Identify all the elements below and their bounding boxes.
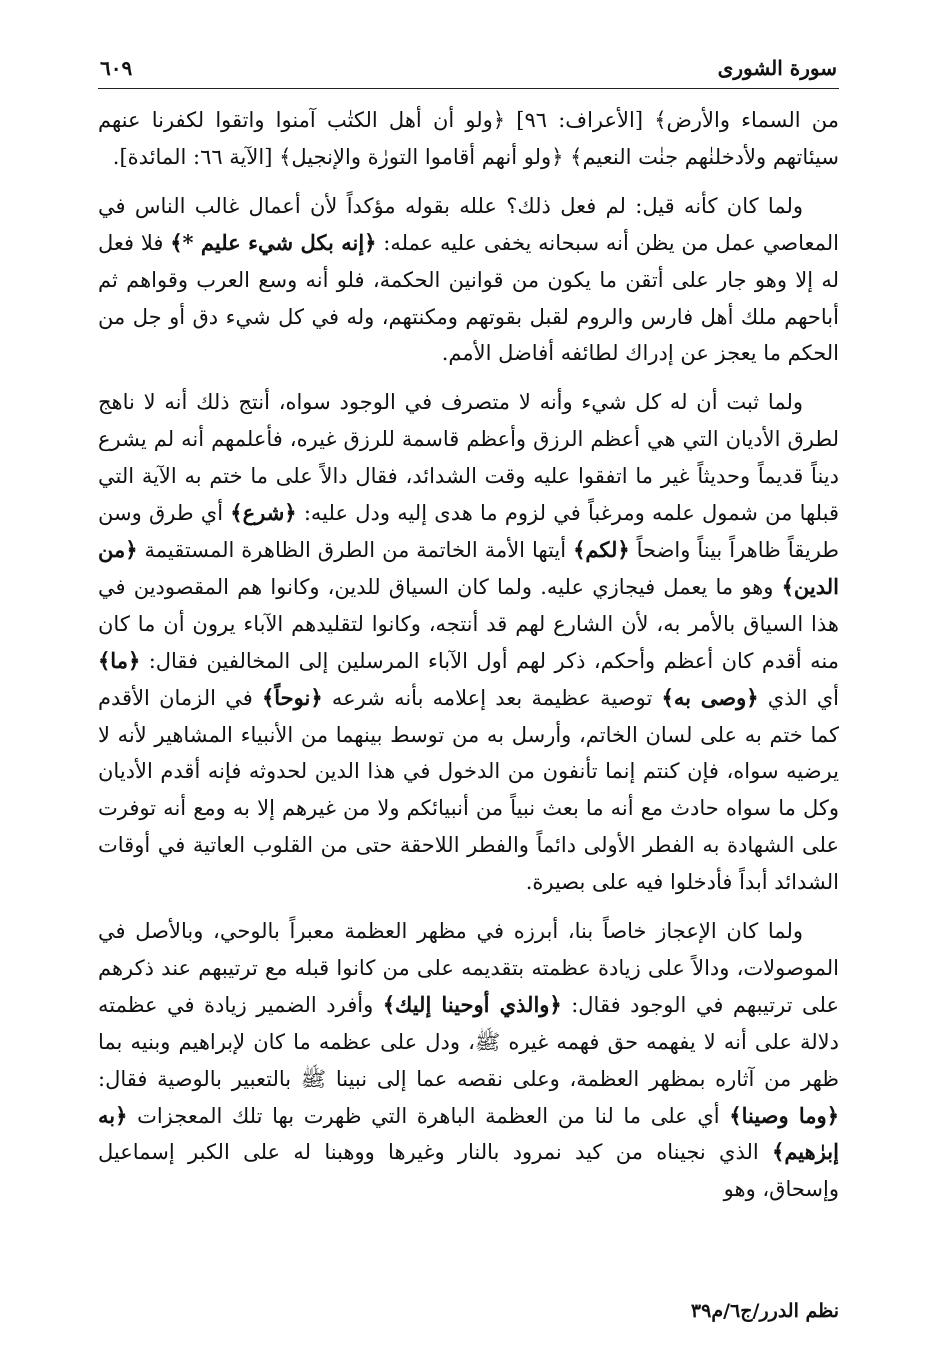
text-run: وأفرد الضمير زيادة في عظمته دلالة على أنه لا يفهمه حق فهمه غيره ﷺ، ودل على عظمه ما كان لإبراهيم وبنيه بما ظهر من آثاره بمظهر العظمة، وعلى نقصه عما إلى نبينا ﷺ بالتعبير بالوصية فقال: — [98, 992, 839, 1091]
paragraph-1 — [98, 102, 839, 176]
text-run: توصية عظيمة بعد إعلامه بأنه شرعه — [322, 685, 662, 710]
quran-quote: ﴿به إبرٰهيم﴾ — [98, 1102, 839, 1165]
text-run: فلا فعل له إلا وهو جار على أتقن ما يكون من قوانين الحكمة، فلو أنه وسع العرب وقواهم ثم أباحهم ملك أهل فارس والروم لقبل بقوتهم ومكنتهم، وله في كل شيء دق أو جل من الحكم ما يعجز عن إدراك لطائفه أفاضل الأمم. — [98, 230, 839, 366]
quran-quote: ﴿ما﴾ — [98, 647, 141, 673]
paragraph-2 — [98, 188, 839, 373]
surah-title: سورة الشورى — [717, 56, 837, 80]
text-run: في الزمان الأقدم كما ختم به على لسان الخاتم، وأرسل به من توسط بينهما من الأنبياء المشاهير لأنه لا يرضيه سواه، فإن كنتم إنما تأنفون من الدخول في هذا الدين لحدوثه فإنه أقدم الأديان وكل ما سواه حادث مع أنه ما بعث نبياً من أنبيائكم ولا من غيرهم إلا به ومع أنه توفرت على الشهادة به الفطر الأولى دائماً والفطر اللاحقة حتى من القلوب العاتية في أوقات الشدائد أبداً فأدخلوا فيه على بصيرة. — [98, 685, 839, 895]
text-run: من السماء والأرض﴾ [الأعراف: ٩٦] ﴿ولو أن أهل الكتٰب آمنوا واتقوا لكفرنا عنهم سيئاتهم ولأدخلنٰهم جنٰت النعيم﴾ ﴿ولو أنهم أقاموا التورٰة والإنجيل﴾ [الآية ٦٦: المائدة]. — [98, 108, 839, 169]
quran-quote: ﴿إنه بكل شيء عليم *﴾ — [170, 229, 377, 255]
quran-quote: ﴿لكم﴾ — [573, 536, 630, 562]
page-body — [98, 102, 839, 1220]
text-run: ولما كان كأنه قيل: لم فعل ذلك؟ علله بقوله مؤكداً لأن أعمال غالب الناس في المعاصي عمل من يظن أنه سبحانه يخفى عليه عمله: — [98, 193, 840, 255]
quran-quote: ﴿وما وصينا﴾ — [729, 1102, 839, 1128]
text-run: أيتها الأمة الخاتمة من الطرق الظاهرة المستقيمة — [137, 537, 574, 562]
page-number: ٦٠٩ — [100, 56, 133, 80]
quran-quote: ﴿من الدين﴾ — [98, 536, 839, 599]
text-run: أي طرق وسن طريقاً ظاهراً بيناً واضحاً — [98, 501, 839, 562]
quran-quote: ﴿والذي أوحينا إليك﴾ — [382, 991, 562, 1017]
quran-quote: ﴿نوحاً﴾ — [261, 684, 323, 710]
paragraph-3 — [98, 384, 839, 901]
quran-quote: ﴿وصى به﴾ — [661, 684, 759, 710]
text-run: الذي نجيناه من كيد نمرود بالنار وغيرها ووهبنا له على الكبر إسماعيل وإسحاق، وهو — [98, 1140, 839, 1202]
paragraph-4 — [98, 913, 839, 1208]
text-run: ولما ثبت أن له كل شيء وأنه لا متصرف في الوجود سواه، أنتج ذلك أنه لا ناهج لطرق الأديان التي هي أعظم الرزق وأعظم قاسمة للرزق غيره، فأعلمهم أنه لم يشرع ديناً قديماً وحديثاً غير ما اتفقوا عليه وقت الشدائد، فقال دالاً على ما ختم به الآية التي قبلها من شمول علمه ومرغباً في لزوم ما هدى إليه ودل عليه: — [98, 390, 839, 526]
page-footer-signature: نظم الدرر/ج٦/م٣٩ — [690, 1300, 839, 1322]
quran-quote: ﴿شرع﴾ — [230, 500, 297, 526]
text-run: أي على ما لنا من العظمة الباهرة التي ظهرت بها تلك المعجزات — [127, 1103, 730, 1128]
text-run: ولما كان الإعجاز خاصاً بنا، أبرزه في مظهر العظمة معبراً بالوحي، وبالأصل في الموصولات، ودالاً على زيادة عظمته بتقديمه على من كانوا قبله مع ترتيبهم عند ذكرهم على ترتيبهم في الوجود فقال: — [98, 919, 839, 1017]
page-header — [98, 52, 839, 89]
text-run: وهو ما يعمل فيجازي عليه. ولما كان السياق للدين، وكانوا هم المقصودين في هذا السياق بالأمر به، لأن الشارع لهم قد أنتجه، وكانوا لتقليدهم الآباء يرون أن ما كان منه أقدم كان أعظم وأحكم، ذكر لهم أول الآباء المرسلين إلى المخالفين فقال: — [98, 574, 839, 673]
text-run: أي الذي — [758, 685, 839, 710]
